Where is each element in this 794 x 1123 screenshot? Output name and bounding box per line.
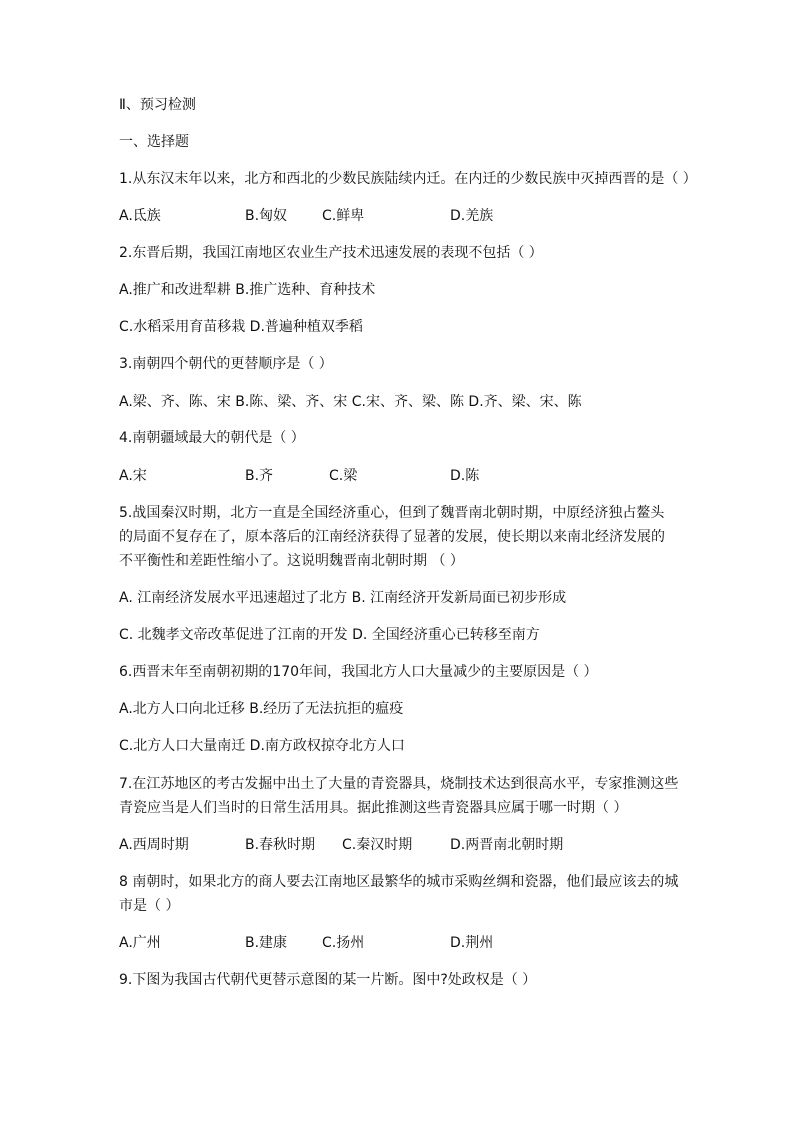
subsection-title: 一、选择题 [119,134,189,150]
question-7-stem-line-2: 青瓷应当是人们当时的日常生活用具。据此推测这些青瓷器具应属于哪一时期（ ） [119,800,628,816]
question-4-stem: 4.南朝疆域最大的朝代是（ ） [119,430,305,446]
question-7-option-a: A.西周时期 [119,837,189,853]
section-title: Ⅱ、预习检测 [119,97,196,113]
question-4-option-a: A.宋 [119,468,147,484]
question-2-options-line-2: C.水稻采用育苗移栽 D.普遍种植双季稻 [119,319,363,335]
question-6-options-line-1: A.北方人口向北迁移 B.经历了无法抗拒的瘟疫 [119,701,404,717]
question-8-stem-line-2: 市是（ ） [119,898,180,914]
question-6-options-line-2: C.北方人口大量南迁 D.南方政权掠夺北方人口 [119,738,405,754]
question-2-stem: 2.东晋后期，我国江南地区农业生产技术迅速发展的表现不包括（ ） [119,245,543,261]
question-5-stem-line-1: 5.战国秦汉时期，北方一直是全国经济重心，但到了魏晋南北朝时期，中原经济独占鳌头 [119,505,665,521]
question-8-option-c: C.扬州 [322,935,365,951]
question-4-option-c: C.梁 [329,468,358,484]
question-1-stem: 1.从东汉末年以来，北方和西北的少数民族陆续内迁。在内迁的少数民族中灭掉西晋的是（ ） [119,171,697,187]
question-9-stem: 9.下图为我国古代朝代更替示意图的某一片断。图中?处政权是（ ） [119,972,537,988]
question-1-option-d: D.羌族 [450,208,494,224]
question-1-option-a: A.氐族 [119,208,161,224]
question-5-stem-line-2: 的局面不复存在了，原本落后的江南经济获得了显著的发展，使长期以来南北经济发展的 [119,529,665,545]
question-8-option-b: B.建康 [245,935,288,951]
question-4-option-d: D.陈 [450,468,480,484]
question-1-option-b: B.匈奴 [245,208,288,224]
question-4-option-b: B.齐 [245,468,274,484]
question-7-option-b: B.春秋时期 [245,837,316,853]
question-7-option-c: C.秦汉时期 [342,837,413,853]
question-2-options-line-1: A.推广和改进犁耕 B.推广选种、育种技术 [119,282,376,298]
question-3-stem: 3.南朝四个朝代的更替顺序是（ ） [119,356,333,372]
question-5-stem-line-3: 不平衡性和差距性缩小了。这说明魏晋南北朝时期 （ ） [119,553,464,569]
question-5-options-line-2: C. 北魏孝文帝改革促进了江南的开发 D. 全国经济重心已转移至南方 [119,627,540,643]
question-8-option-d: D.荆州 [450,935,494,951]
question-8-option-a: A.广州 [119,935,161,951]
question-3-options-line-1: A.梁、齐、陈、宋 B.陈、梁、齐、宋 C.宋、齐、梁、陈 D.齐、梁、宋、陈 [119,394,582,410]
question-5-options-line-1: A. 江南经济发展水平迅速超过了北方 B. 江南经济开发新局面已初步形成 [119,590,567,606]
question-8-stem-line-1: 8 南朝时，如果北方的商人要去江南地区最繁华的城市采购丝绸和瓷器，他们最应该去的城 [119,874,679,890]
question-7-stem-line-1: 7.在江苏地区的考古发掘中出土了大量的青瓷器具，烧制技术达到很高水平，专家推测这些 [119,776,679,792]
question-6-stem: 6.西晋末年至南朝初期的170年间，我国北方人口大量减少的主要原因是（ ） [119,664,598,680]
question-7-option-d: D.两晋南北朝时期 [450,837,564,853]
question-1-option-c: C.鲜卑 [322,208,365,224]
